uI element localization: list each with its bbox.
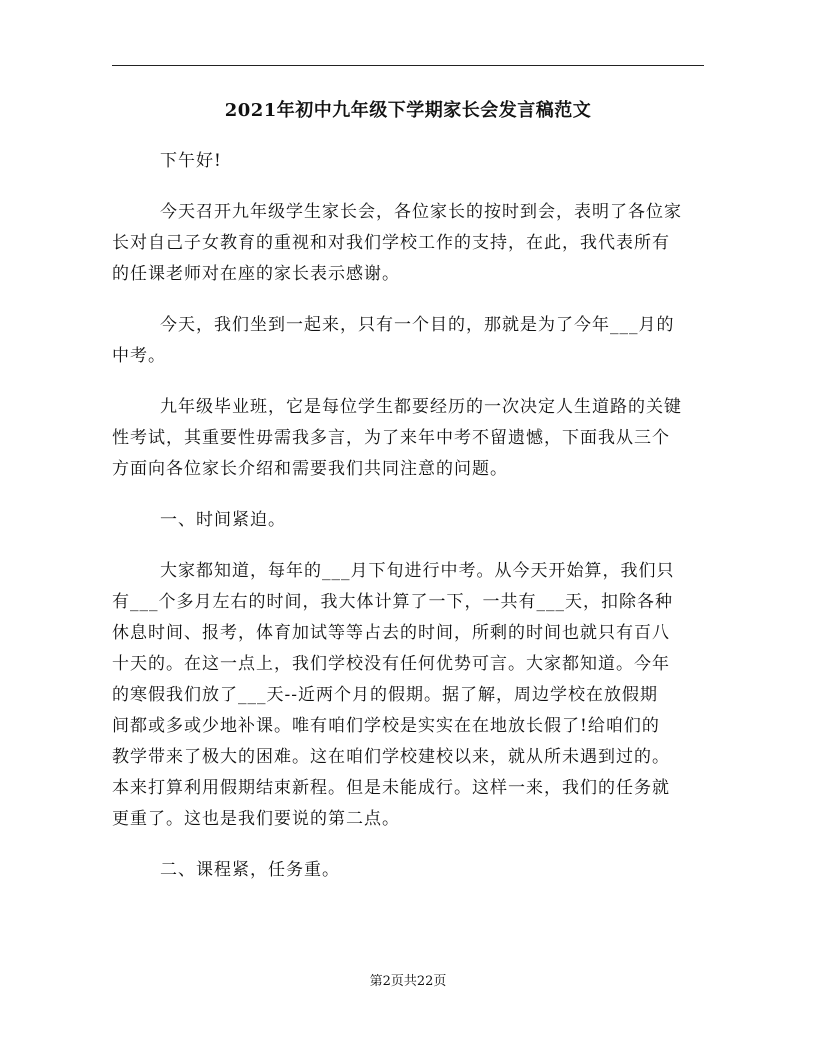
section-heading bbox=[112, 505, 704, 536]
document-body bbox=[112, 146, 704, 886]
paragraph bbox=[112, 197, 704, 290]
paragraph-line: 更重了。这也是我们要说的第二点。 bbox=[112, 809, 400, 829]
section-heading bbox=[112, 855, 704, 886]
paragraph-line: 二、课程紧，任务重。 bbox=[160, 860, 340, 880]
paragraph-line: 的任课老师对在座的家长表示感谢。 bbox=[112, 264, 400, 284]
paragraph-line: 十天的。在这一点上，我们学校没有任何优势可言。大家都知道。今年 bbox=[112, 654, 670, 674]
paragraph-line: 今天召开九年级学生家长会，各位家长的按时到会，表明了各位家 bbox=[160, 202, 682, 222]
paragraph-line: 方面向各位家长介绍和需要我们共同注意的问题。 bbox=[112, 459, 508, 479]
paragraph-line: 长对自己子女教育的重视和对我们学校工作的支持，在此，我代表所有 bbox=[112, 233, 670, 253]
paragraph-line: 一、时间紧迫。 bbox=[160, 510, 286, 530]
paragraph-line: 九年级毕业班，它是每位学生都要经历的一次决定人生道路的关键 bbox=[160, 397, 682, 417]
paragraph-line: 中考。 bbox=[112, 346, 166, 366]
paragraph bbox=[112, 392, 704, 485]
paragraph-line: 本来打算利用假期结束新程。但是未能成行。这样一来，我们的任务就 bbox=[112, 778, 670, 798]
paragraph-line: 教学带来了极大的困难。这在咱们学校建校以来，就从所未遇到过的。 bbox=[112, 747, 670, 767]
paragraph-line: 休息时间、报考，体育加试等等占去的时间，所剩的时间也就只有百八 bbox=[112, 623, 670, 643]
paragraph-line: 有___个多月左右的时间，我大体计算了一下，一共有___天，扣除各种 bbox=[112, 592, 673, 612]
paragraph-line: 间都或多或少地补课。唯有咱们学校是实实在在地放长假了!给咱们的 bbox=[112, 716, 660, 736]
document-title: 2021年初中九年级下学期家长会发言稿范文 bbox=[224, 100, 592, 121]
paragraph bbox=[112, 556, 704, 835]
header-rule bbox=[112, 65, 704, 66]
paragraph bbox=[112, 146, 704, 177]
paragraph-line: 今天，我们坐到一起来，只有一个目的，那就是为了今年___月的 bbox=[160, 315, 675, 335]
paragraph-line: 性考试，其重要性毋需我多言，为了来年中考不留遗憾，下面我从三个 bbox=[112, 428, 670, 448]
paragraph-line: 大家都知道，每年的___月下旬进行中考。从今天开始算，我们只 bbox=[160, 561, 675, 581]
paragraph-line: 下午好! bbox=[160, 151, 222, 171]
page-number: 第2页共22页 bbox=[369, 974, 447, 989]
paragraph bbox=[112, 310, 704, 372]
paragraph-line: 的寒假我们放了___天--近两个月的假期。据了解，周边学校在放假期 bbox=[112, 685, 658, 705]
